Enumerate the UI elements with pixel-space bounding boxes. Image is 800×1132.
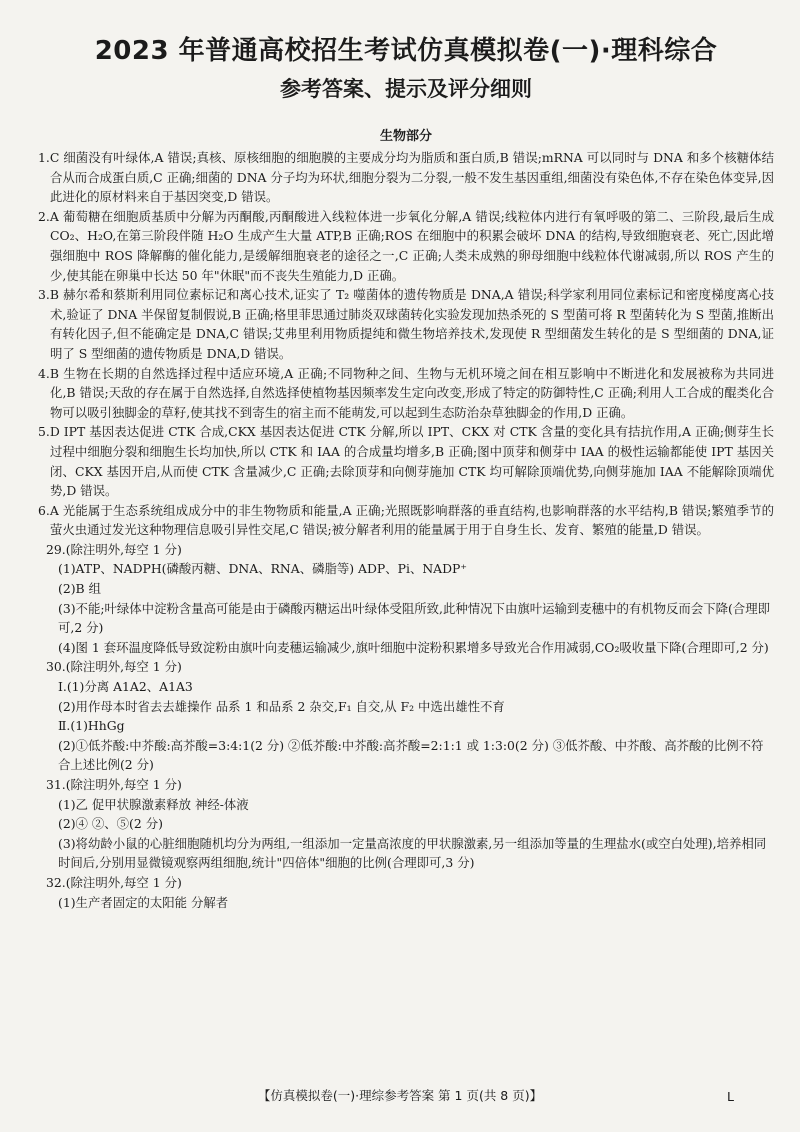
answer-item-4: 4.B 生物在长期的自然选择过程中适应环境,A 正确;不同物种之间、生物与无机环境之间在相互影响中不断进化和发展被称为共同进化,B 错误;天敌的存在属于自然选择,自然选择使植物基因频率发生定向改变,形成了特定的防御特性,C 正确;利用人工合成的醌类化合物可以吸引独脚金的草籽,使其找不到寄生的宿主而不能萌发,可以起到生态防治杂草独脚金的作用,D 正确。 bbox=[38, 365, 774, 420]
q30-line-1: Ⅰ.(1)分离 A1A2、A1A3 bbox=[58, 679, 193, 695]
q32-heading: 32.(除注明外,每空 1 分) bbox=[46, 874, 182, 890]
answer-item-5: 5.D IPT 基因表达促进 CTK 合成,CKX 基因表达促进 CTK 分解,所以 IPT、CKX 对 CTK 含量的变化具有拮抗作用,A 正确;侧芽生长过程中细胞分裂和细胞生长均加快,所以 CTK 和 IAA 的合成量均增多,B 正确;图中顶芽和侧芽中 IAA 的极性运输都能使 IPT 基因关闭、CKX 基因开启,从而使 CTK 含量减少,C 正确;去除顶芽和向侧芽施加 CTK 均可解除顶端优势,向侧芽施加 IAA 不能解除顶端优势,D 错误。 bbox=[38, 424, 774, 499]
section-title: 生物部分 bbox=[379, 129, 432, 144]
q29-heading: 29.(除注明外,每空 1 分) bbox=[46, 541, 182, 557]
q29-line-1: (1)ATP、NADPH(磷酸丙糖、DNA、RNA、磷脂等) ADP、Pi、NADP⁺ bbox=[58, 561, 467, 577]
answer-item-3: 3.B 赫尔希和蔡斯利用同位素标记和离心技术,证实了 T₂ 噬菌体的遗传物质是 DNA,A 错误;科学家利用同位素标记和密度梯度离心技术,验证了 DNA 半保留复制假说,B 正确;格里菲思通过肺炎双球菌转化实验发现加热杀死的 S 型菌可将 R 型菌转化为 S 型菌,推断出有转化因子,但不能确定是 DNA,C 错误;艾弗里利用物质提纯和微生物培养技术,发现使 R 型细菌发生转化的是 S 型细菌的 DNA,证明了 S 型细菌的遗传物质是 DNA,D 错误。 bbox=[38, 287, 774, 361]
q31-heading: 31.(除注明外,每空 1 分) bbox=[46, 777, 182, 792]
q32-line-1: (1)生产者固定的太阳能 分解者 bbox=[58, 894, 229, 910]
q31-line-1: (1)乙 促甲状腺激素释放 神经-体液 bbox=[58, 796, 249, 812]
page-footer: 【仿真模拟卷(一)·理综参考答案 第 1 页(共 8 页)】 bbox=[257, 1088, 543, 1103]
footer-mark: L bbox=[727, 1089, 734, 1104]
page-title: 2023 年普通高校招生考试仿真模拟卷(一)·理科综合 bbox=[94, 36, 718, 66]
page-subtitle: 参考答案、提示及评分细则 bbox=[280, 77, 532, 101]
answer-content bbox=[38, 148, 774, 912]
answer-item-1: 1.C 细菌没有叶绿体,A 错误;真核、原核细胞的细胞膜的主要成分均为脂质和蛋白质,B 错误;mRNA 可以同时与 DNA 和多个核糖体结合从而合成蛋白质,C 正确;细菌的 DNA 分子均为环状,细胞分裂为二分裂,一般不发生基因重组,细菌没有染色体,不存在染色体变异,因此进化的原材料来自于基因突变,D 错误。 bbox=[38, 150, 774, 205]
q30-heading: 30.(除注明外,每空 1 分) bbox=[46, 659, 182, 675]
q30-line-3: Ⅱ.(1)HhGg bbox=[58, 718, 125, 734]
q30-line-4: (2)①低芥酸:中芥酸:高芥酸=3:4:1(2 分) ②低芥酸:中芥酸:高芥酸=2:1:1 或 1:3:0(2 分) ③低芥酸、中芥酸、高芥酸的比例不符合上述比例(2 分) bbox=[58, 737, 764, 773]
q31-line-3: (3)将幼龄小鼠的心脏细胞随机均分为两组,一组添加一定量高浓度的甲状腺激素,另一组添加等量的生理盐水(或空白处理),培养相同时间后,分别用显微镜观察两组细胞,统计"四倍体"细胞的比例(合理即可,3 分) bbox=[58, 835, 767, 871]
answer-item-2: 2.A 葡萄糖在细胞质基质中分解为丙酮酸,丙酮酸进入线粒体进一步氧化分解,A 错误;线粒体内进行有氧呼吸的第二、三阶段,最后生成 CO₂、H₂O,在第三阶段伴随 H₂O 生成产生大量 ATP,B 正确;ROS 在细胞中的积累会破坏 DNA 的结构,导致细胞衰老、死亡,因此增强细胞中 ROS 降解酶的催化能力,是缓解细胞衰老的途径之一,C 正确;人类未成熟的卵母细胞中线粒体代谢减弱,所以 ROS 产生的少,使其能在卵巢中长达 50 年"休眠"而不丧失生殖能力,D 正确。 bbox=[38, 208, 774, 283]
q31-line-2: (2)④ ②、⑤(2 分) bbox=[58, 816, 163, 832]
q29-line-3: (3)不能;叶绿体中淀粉含量高可能是由于磷酸丙糖运出叶绿体受阻所致,此种情况下由旗叶运输到麦穗中的有机物反而会下降(合理即可,2 分) bbox=[58, 600, 770, 636]
q29-line-2: (2)B 组 bbox=[58, 581, 101, 597]
q29-line-4: (4)图 1 套环温度降低导致淀粉由旗叶向麦穗运输减少,旗叶细胞中淀粉积累增多导致光合作用减弱,CO₂吸收量下降(合理即可,2 分) bbox=[58, 639, 769, 655]
answer-item-6: 6.A 光能属于生态系统组成成分中的非生物物质和能量,A 正确;光照既影响群落的垂直结构,也影响群落的水平结构,B 错误;繁殖季节的萤火虫通过发光这种物理信息吸引异性交尾,C 错误;被分解者利用的能量属于用于自身生长、发育、繁殖的能量,D 错误。 bbox=[38, 502, 774, 538]
q30-line-2: (2)用作母本时省去去雄操作 品系 1 和品系 2 杂交,F₁ 自交,从 F₂ 中选出雄性不育 bbox=[58, 698, 505, 714]
